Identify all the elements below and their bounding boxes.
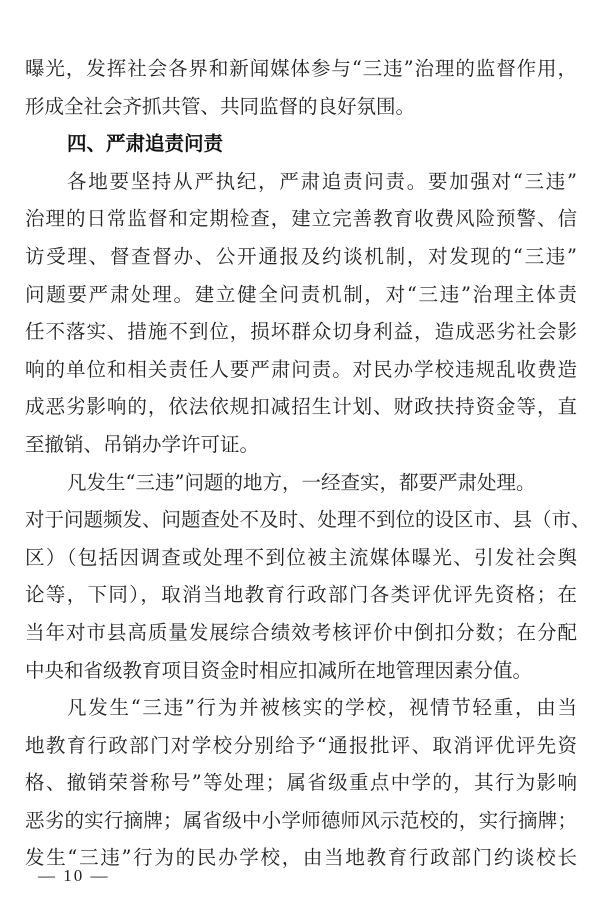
text-line: 问题要严肃处理。建立健全问责机制，对“三违”治理主体责 [25, 282, 577, 306]
text-line: 曝光，发挥社会各界和新闻媒体参与“三违”治理的监督作用， [25, 57, 577, 80]
text-line: 至撤销、吊销办学许可证。 [25, 432, 260, 456]
text-line: 中央和省级教育项目资金时相应扣减所在地管理因素分值。 [25, 658, 533, 682]
text-line: 区）（包括因调查或处理不到位被主流媒体曝光、引发社会舆 [25, 545, 577, 569]
text-line: 成恶劣影响的，依法依规扣减招生计划、财政扶持资金等，直 [25, 395, 577, 419]
text-line: 形成全社会齐抓共管、共同监督的良好氛围。 [25, 94, 416, 118]
text-line: 凡发生“三违”行为并被核实的学校，视情节轻重，由当 [67, 696, 577, 720]
text-line: 各地要坚持从严执纪，严肃追责问责。要加强对“三违” [67, 169, 577, 193]
text-line: 任不落实、措施不到位，损坏群众切身利益，造成恶劣社会影 [25, 320, 577, 344]
section-heading: 四、严肃追责问责 [67, 132, 224, 156]
page-number: — 10 — [38, 866, 110, 885]
text-line: 对于问题频发、问题查处不及时、处理不到位的设区市、县（市、 [25, 508, 591, 532]
document-body [25, 50, 591, 877]
text-line: 响的单位和相关责任人要严肃问责。对民办学校违规乱收费造 [25, 357, 577, 381]
text-line: 治理的日常监督和定期检查，建立完善教育收费风险预警、信 [25, 207, 577, 231]
text-line: 恶劣的实行摘牌；属省级中小学师德师风示范校的，实行摘牌； [25, 808, 577, 832]
text-line: 论等，下同），取消当地教育行政部门各类评优评先资格；在 [25, 583, 577, 607]
text-line: 当年对市县高质量发展综合绩效考核评价中倒扣分数；在分配 [25, 620, 577, 644]
text-line: 地教育行政部门对学校分别给予“通报批评、取消评优评先资 [25, 733, 577, 757]
text-line: 格、撤销荣誉称号”等处理；属省级重点中学的，其行为影响 [25, 771, 577, 795]
text-line: 发生“三违”行为的民办学校，由当地教育行政部门约谈校长 [25, 846, 577, 870]
text-line: 访受理、督查督办、公开通报及约谈机制，对发现的“三违” [25, 244, 577, 268]
text-line: 凡发生“三违”问题的地方，一经查实，都要严肃处理。 [67, 470, 536, 494]
